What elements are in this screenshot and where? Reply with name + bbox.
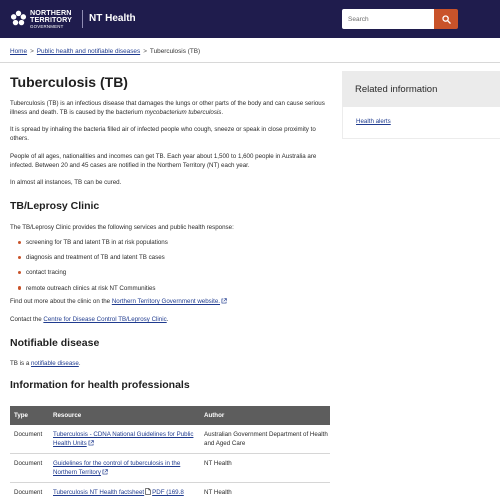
search-button[interactable] [434,9,458,29]
clinic-heading: TB/Leprosy Clinic [10,200,100,212]
breadcrumb-separator: > [30,48,34,55]
cell-type: Document [14,460,43,467]
cell-resource [53,430,195,449]
list-item: contact tracing [18,268,168,283]
site-name[interactable]: NT Health [89,13,136,24]
nt-government-website-link[interactable]: Northern Territory Government website. [112,298,227,305]
related-information-header [342,71,500,107]
list-item: remote outreach clinics at risk NT Communities [18,284,168,299]
table-header [10,406,330,425]
breadcrumb-divider [0,62,500,63]
column-header-resource: Resource [53,412,82,419]
external-link-icon [88,440,94,446]
related-information-body [342,107,500,139]
cell-author: Australian Government Department of Health and Aged Care [204,431,328,448]
search-input[interactable] [342,9,434,29]
pdf-file-icon [145,488,151,495]
cell-author: NT Health [204,489,232,496]
table-row [10,454,330,483]
site-header [0,0,500,38]
spread-paragraph: It is spread by inhaling the bacteria filled air of infected people who cough, sneeze or speak in close proximity to others. [10,126,316,143]
professionals-heading: Information for health professionals [10,379,190,391]
breadcrumb-home[interactable]: Home [10,48,28,55]
find-out-paragraph: Find out more about the clinic on the Northern Territory Government website. [10,297,227,306]
tb-factsheet-link[interactable]: Tuberculosis NT Health factsheet PDF (169.8 [53,489,184,496]
cell-author: NT Health [204,460,232,467]
intro-paragraph: Tuberculosis (TB) is an infectious disease that damages the lungs or other parts of the body and can cause serious illness and death. TB is caused by the bacterium mycobacterium tuberculosis. [10,100,325,117]
breadcrumb-separator: > [143,48,147,55]
cdna-guidelines-link[interactable]: Tuberculosis - CDNA National Guidelines for Public Health Units [53,431,194,448]
column-header-author: Author [204,412,225,419]
list-item: diagnosis and treatment of TB and latent TB cases [18,253,168,268]
cure-paragraph: In almost all instances, TB can be cured. [10,179,122,186]
notifiable-paragraph: TB is a notifiable disease. [10,360,81,367]
external-link-icon [221,298,227,304]
header-divider [82,10,83,28]
resources-table [10,406,330,500]
cell-type: Document [14,431,43,438]
cdc-clinic-link[interactable]: Centre for Disease Control TB/Leprosy Clinic [43,316,167,323]
breadcrumb-current: Tuberculosis (TB) [149,48,201,55]
flower-logo-icon [10,10,27,27]
list-item: screening for TB and latent TB in at risk populations [18,238,168,253]
cell-resource [53,459,195,478]
statistics-paragraph: People of all ages, nationalities and incomes can get TB. Each year about 1,500 to 1,600 people in Australia are infected. Between 20 and 45 cases are notified in the Northern Territory (NT) each year. [10,153,317,170]
notifiable-disease-link[interactable]: notifiable disease [30,360,79,367]
main-content [10,70,332,496]
breadcrumb [10,48,200,55]
table-row [10,483,330,500]
health-alerts-link[interactable]: Health alerts [356,118,391,125]
cell-type: Document [14,489,43,496]
external-link-icon [102,469,108,475]
search-icon [442,15,451,24]
column-header-type: Type [14,412,28,419]
contact-paragraph: Contact the Centre for Disease Control TB/Leprosy Clinic. [10,316,169,323]
related-information-heading: Related information [355,84,438,95]
clinic-services-list [18,238,168,299]
cell-resource [53,488,195,497]
nt-tb-guidelines-link[interactable]: Guidelines for the control of tuberculosis in the Northern Territory [53,460,181,477]
related-information-panel [342,71,500,139]
table-row [10,425,330,454]
clinic-lead: The TB/Leprosy Clinic provides the following services and public health response: [10,224,234,231]
page-title: Tuberculosis (TB) [10,74,128,90]
breadcrumb-public-health[interactable]: Public health and notifiable diseases [36,48,141,55]
logo-wordmark: NORTHERN TERRITORY GOVERNMENT [30,8,73,29]
nt-government-logo[interactable] [10,9,86,31]
notifiable-heading: Notifiable disease [10,337,100,349]
